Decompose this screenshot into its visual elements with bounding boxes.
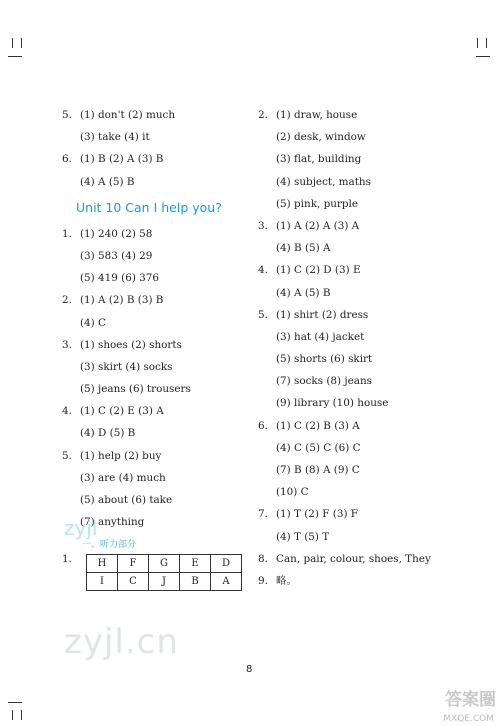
- answer-text: (5) jeans (6) trousers: [80, 383, 191, 396]
- answer-text: (1) draw, house: [276, 109, 358, 121]
- question-number: 3.: [62, 338, 72, 351]
- crop-mark-top-left: [21, 38, 22, 48]
- answer-text: (1) don't (2) much: [80, 109, 176, 121]
- crop-mark-top-left: [12, 38, 13, 48]
- answer-row: [62, 334, 252, 356]
- answer-row: [258, 171, 458, 193]
- crop-mark-bottom-left: [21, 710, 22, 720]
- answer-row: [258, 548, 458, 570]
- answer-row: [258, 392, 458, 414]
- question-number: 4.: [258, 264, 268, 277]
- answer-text: (3) are (4) much: [80, 471, 166, 484]
- crop-mark-bottom-left: [12, 710, 13, 720]
- question-number: 5.: [62, 109, 72, 121]
- answer-row: [258, 503, 458, 525]
- question-number: 9.: [258, 574, 268, 587]
- table-row: [87, 573, 242, 591]
- answer-row: [62, 126, 252, 148]
- answer-row: [62, 356, 252, 378]
- answer-text: (1) shoes (2) shorts: [80, 338, 182, 351]
- answer-row: [62, 148, 252, 170]
- answer-text: (4) A (5) B: [80, 175, 135, 188]
- answer-text: (1) shirt (2) dress: [276, 308, 369, 321]
- right-column: [258, 104, 458, 592]
- answer-text: (5) 419 (6) 376: [80, 272, 160, 285]
- watermark-small: zyjl: [64, 516, 98, 540]
- answer-text: (5) shorts (6) skirt: [276, 353, 373, 366]
- question-number: 4.: [62, 405, 72, 418]
- answer-text: (4) C: [80, 316, 106, 329]
- table-cell: I: [87, 573, 118, 591]
- answer-row: [62, 171, 252, 193]
- answer-row: [258, 193, 458, 215]
- answer-text: (1) 240 (2) 58: [80, 227, 153, 240]
- left-answers-unit: [62, 223, 252, 534]
- answer-text: (2) desk, window: [276, 131, 366, 144]
- question-number: 2.: [62, 294, 72, 307]
- crop-mark-top-right: [477, 38, 478, 48]
- table-cell: H: [87, 555, 118, 573]
- answer-row: [62, 467, 252, 489]
- table-cell: F: [118, 555, 149, 573]
- answer-text: (1) A (2) A (3) A: [276, 219, 360, 232]
- answer-row: [62, 445, 252, 467]
- answer-text: (4) B (5) A: [276, 242, 331, 255]
- answer-row: [258, 282, 458, 304]
- answer-text: (9) library (10) house: [276, 397, 389, 410]
- answer-row: [62, 422, 252, 444]
- table-cell: B: [180, 573, 211, 591]
- answer-row: [258, 348, 458, 370]
- answer-text: (3) take (4) it: [80, 131, 150, 144]
- answer-text: (4) subject, maths: [276, 175, 371, 188]
- answer-row: [62, 400, 252, 422]
- answer-text: (7) anything: [80, 516, 145, 529]
- answer-row: [258, 415, 458, 437]
- section-heading: 一、听力部分: [82, 540, 137, 550]
- answer-table: [86, 554, 242, 591]
- crop-mark-top-left: [8, 56, 22, 57]
- question-number: 5.: [258, 308, 268, 321]
- answer-text: (1) A (2) B (3) B: [80, 294, 164, 307]
- question-number: 2.: [258, 109, 268, 121]
- answer-text: (4) C (5) C (6) C: [276, 441, 361, 454]
- answer-row: [258, 370, 458, 392]
- answer-row: [258, 570, 458, 592]
- watermark-corner-url: MXQE.COM: [443, 714, 494, 724]
- answer-row: [258, 215, 458, 237]
- question-number: 3.: [258, 219, 268, 232]
- answer-text: (3) 583 (4) 29: [80, 249, 153, 262]
- answer-text: (3) hat (4) jacket: [276, 330, 365, 343]
- question-number: 5.: [62, 449, 72, 462]
- answer-text: (1) B (2) A (3) B: [80, 153, 164, 166]
- table-cell: G: [149, 555, 180, 573]
- answer-text: (1) C (2) B (3) A: [276, 419, 360, 432]
- page-number: 8: [246, 664, 253, 675]
- crop-mark-top-right: [476, 56, 490, 57]
- table-cell: A: [211, 573, 242, 591]
- question-number: 6.: [62, 153, 72, 166]
- answer-text: (4) T (5) T: [276, 530, 330, 543]
- answer-text: (5) pink, purple: [276, 197, 359, 210]
- answer-text: (1) help (2) buy: [80, 449, 162, 462]
- question-number: 7.: [258, 508, 268, 521]
- answer-row: [258, 259, 458, 281]
- answer-text: 略。: [276, 574, 297, 587]
- unit-title: Unit 10 Can I help you?: [76, 199, 222, 215]
- answer-row: [258, 104, 458, 126]
- left-column: [62, 104, 252, 533]
- answer-row: [258, 526, 458, 548]
- answer-row: [258, 304, 458, 326]
- answer-row: [258, 481, 458, 503]
- crop-mark-top-right: [486, 38, 487, 48]
- answer-row: [62, 245, 252, 267]
- answer-row: [62, 378, 252, 400]
- answer-text: Can, pair, colour, shoes, They: [276, 552, 431, 565]
- answer-row: [62, 489, 252, 511]
- answer-row: [258, 237, 458, 259]
- question-number: 1.: [62, 553, 72, 565]
- question-number: 1.: [62, 227, 72, 240]
- crop-mark-bottom-left: [8, 702, 22, 703]
- answer-text: (1) C (2) E (3) A: [80, 405, 164, 418]
- watermark-corner-logo: 答案圈: [445, 690, 496, 710]
- answer-row: [258, 126, 458, 148]
- left-answers-top: [62, 104, 252, 193]
- answer-text: (1) T (2) F (3) F: [276, 508, 359, 521]
- answer-row: [62, 223, 252, 245]
- answer-row: [62, 289, 252, 311]
- answer-text: (7) socks (8) jeans: [276, 375, 372, 388]
- answer-row: [258, 437, 458, 459]
- answer-text: (5) about (6) take: [80, 494, 173, 506]
- table-cell: E: [180, 555, 211, 573]
- answer-text: (3) skirt (4) socks: [80, 360, 173, 373]
- answer-row: [62, 312, 252, 334]
- question-number: 6.: [258, 419, 268, 432]
- table-cell: J: [149, 573, 180, 591]
- table-cell: D: [211, 555, 242, 573]
- answer-text: (10) C: [276, 486, 309, 499]
- answer-row: [258, 459, 458, 481]
- answer-row: [62, 104, 252, 126]
- question-number: 8.: [258, 552, 268, 565]
- answer-text: (3) flat, building: [276, 153, 362, 166]
- answer-row: [258, 326, 458, 348]
- right-answers: [258, 104, 458, 592]
- answer-text: (4) D (5) B: [80, 427, 136, 440]
- answer-row: [258, 148, 458, 170]
- answer-text: (1) C (2) D (3) E: [276, 264, 361, 277]
- answer-row: [62, 267, 252, 289]
- table-cell: C: [118, 573, 149, 591]
- table-row: [87, 555, 242, 573]
- watermark-main: zyjl.cn: [64, 622, 179, 662]
- answer-text: (4) A (5) B: [276, 286, 331, 299]
- answer-text: (7) B (8) A (9) C: [276, 464, 360, 476]
